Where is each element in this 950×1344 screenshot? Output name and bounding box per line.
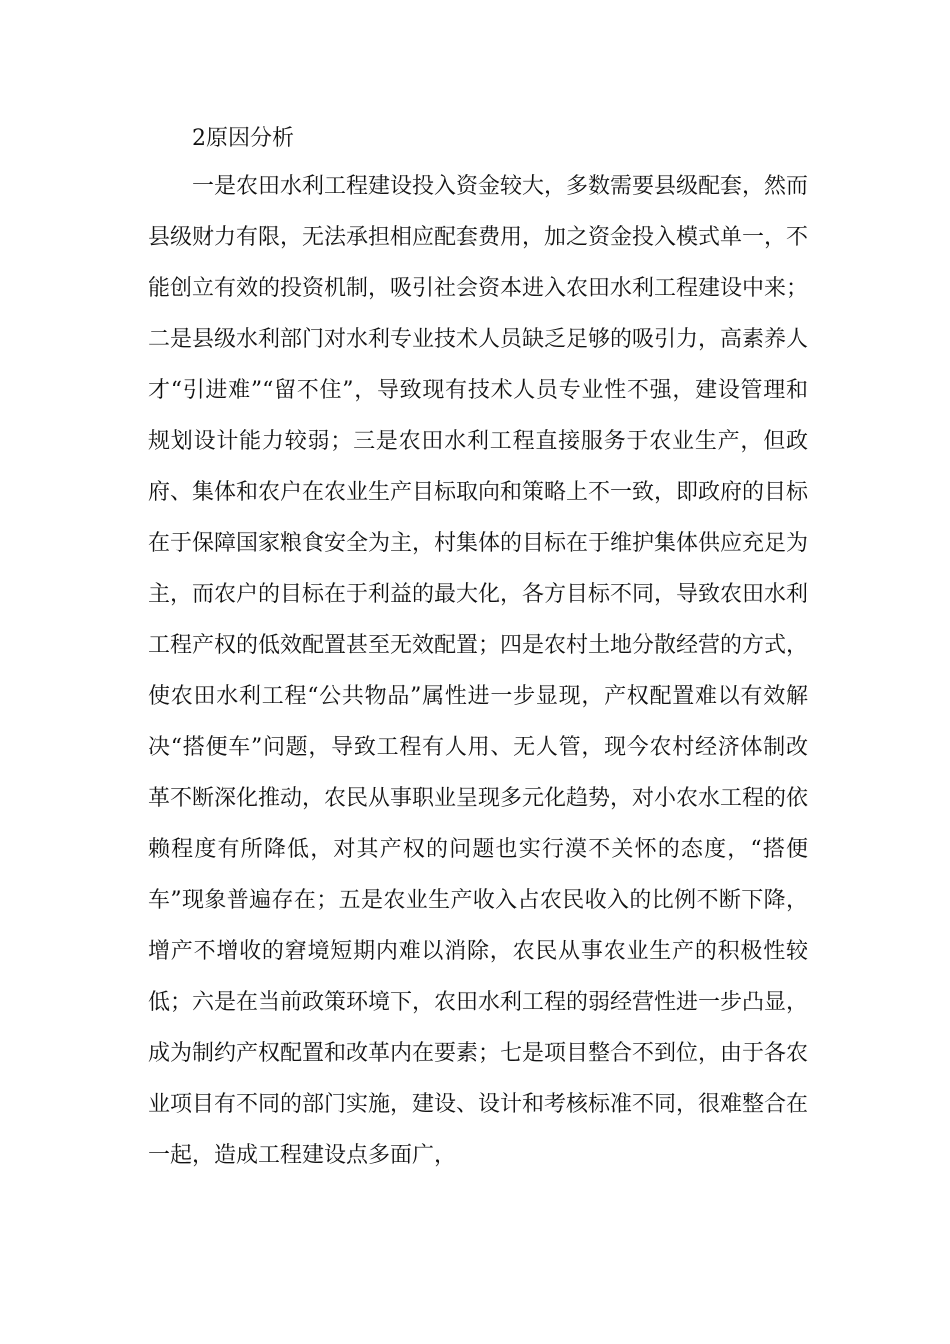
document-body	[148, 116, 808, 1181]
section-heading: 2原因分析	[192, 126, 294, 151]
body-paragraph: 一是农田水利工程建设投入资金较大，多数需要县级配套，然而县级财力有限，无法承担相应配套费用，加之资金投入模式单一，不能创立有效的投资机制，吸引社会资本进入农田水利工程建设中来；二是县级水利部门对水利专业技术人员缺乏足够的吸引力，高素养人才“引进难”“留不住”，导致现有技术人员专业性不强，建设管理和规划设计能力较弱；三是农田水利工程直接服务于农业生产，但政府、集体和农户在农业生产目标取向和策略上不一致，即政府的目标在于保障国家粮食安全为主，村集体的目标在于维护集体供应充足为主，而农户的目标在于利益的最大化，各方目标不同，导致农田水利工程产权的低效配置甚至无效配置；四是农村土地分散经营的方式，使农田水利工程“公共物品”属性进一步显现，产权配置难以有效解决“搭便车”问题，导致工程有人用、无人管，现今农村经济体制改革不断深化推动，农民从事职业呈现多元化趋势，对小农水工程的依赖程度有所降低，对其产权的问题也实行漠不关怀的态度，“搭便车”现象普遍存在；五是农业生产收入占农民收入的比例不断下降，增产不增收的窘境短期内难以消除，农民从事农业生产的积极性较低；六是在当前政策环境下，农田水利工程的弱经营性进一步凸显，成为制约产权配置和改革内在要素；七是项目整合不到位，由于各农业项目有不同的部门实施，建设、设计和考核标准不同，很难整合在一起，造成工程建设点多面广，	[148, 174, 809, 1168]
